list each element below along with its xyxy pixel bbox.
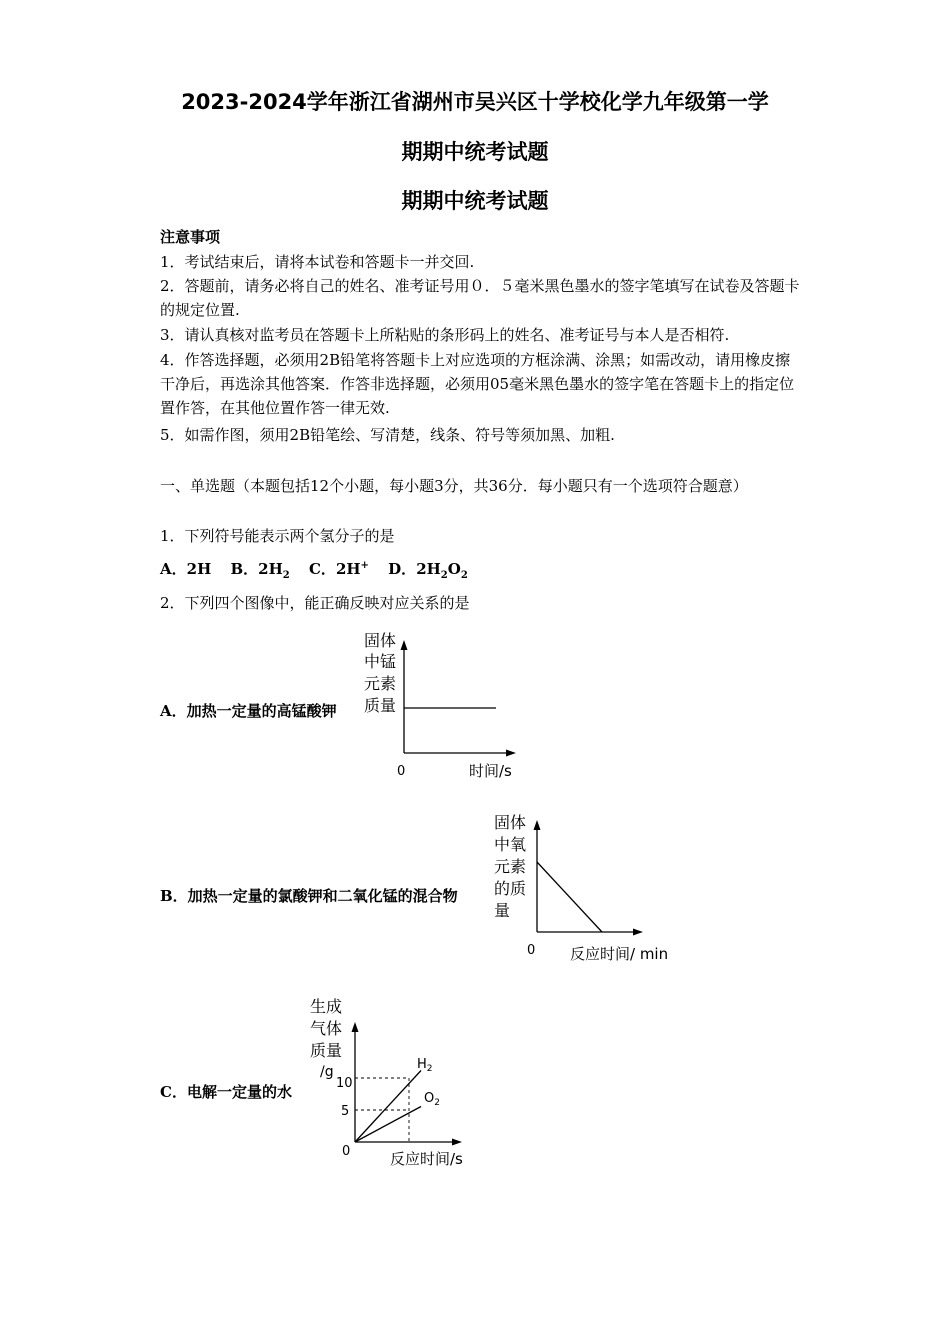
- notice-item-1: 1．考试结束后，请将本试卷和答题卡一并交回.: [160, 253, 475, 271]
- chart-a-y-arrow: [401, 640, 408, 650]
- chart-b-ylabel-3: 元素: [494, 857, 527, 876]
- page-title-line-1: 2023-2024学年浙江省湖州市吴兴区十学校化学九年级第一学: [181, 90, 769, 114]
- chart-a-x-arrow: [506, 750, 516, 757]
- chart-c-series-o2-line: [355, 1107, 421, 1143]
- chart-c-ylabel-3: 质量: [310, 1041, 343, 1060]
- chart-c-o2-label: $O_2$: [424, 1091, 440, 1108]
- chart-b-ylabel-1: 固体: [494, 813, 527, 832]
- chart-b-series-line: [537, 862, 602, 932]
- chart-c-ylabel-1: 生成: [310, 997, 343, 1016]
- chart-a: [356, 628, 536, 788]
- chart-b: [490, 808, 690, 968]
- question-2-option-b: B．加热一定量的氯酸钾和二氧化锰的混合物: [160, 887, 458, 905]
- chart-c-h2-label: $H_2$: [417, 1057, 433, 1074]
- notice-item-4: 4．作答选择题，必须用2B铅笔将答题卡上对应选项的方框涂满、涂黑；如需改动，请用橡皮擦干净后，再选涂其他答案．作答非选择题，必须用05毫米黑色墨水的签字笔在答题卡上的指定位置作答，在其他位置作答一律无效.: [160, 351, 795, 417]
- option-b: B．$2H_2$: [230, 560, 290, 581]
- chart-c-ylabel-4: /g: [320, 1064, 334, 1080]
- chart-c-y-arrow: [352, 1022, 359, 1032]
- chart-c-series-h2-line: [355, 1071, 421, 1143]
- question-2-option-c: C．电解一定量的水: [160, 1083, 292, 1101]
- question-1-stem: 1．下列符号能表示两个氢分子的是: [160, 527, 395, 545]
- page-title-line-2: 期期中统考试题: [401, 140, 549, 164]
- chart-b-ylabel-2: 中氧: [494, 835, 527, 854]
- question-2-stem: 2．下列四个图像中，能正确反映对应关系的是: [160, 594, 470, 612]
- chart-b-origin: 0: [527, 943, 536, 958]
- chart-b-x-arrow: [633, 929, 643, 936]
- notice-item-5: 5．如需作图，须用2B铅笔绘、写清楚，线条、符号等须加黑、加粗.: [160, 426, 615, 444]
- chart-c-x-arrow: [452, 1139, 462, 1146]
- chart-a-ylabel-1: 固体: [364, 631, 397, 650]
- chart-a-ylabel-3: 元素: [364, 674, 397, 693]
- question-1-options: [160, 558, 482, 581]
- chart-c-xlabel: 反应时间/s: [390, 1150, 463, 1168]
- chart-a-ylabel-2: 中锰: [364, 652, 397, 671]
- chart-c: [300, 992, 500, 1177]
- option-a: A．2H: [160, 560, 212, 578]
- section-heading: 一、单选题（本题包括12个小题，每小题3分，共36分．每小题只有一个选项符合题意）: [160, 477, 748, 495]
- chart-c-ytick-5: 5: [341, 1104, 350, 1119]
- option-d: D．$2H_2O_2$: [388, 560, 468, 581]
- chart-c-ylabel-2: 气体: [310, 1019, 343, 1038]
- chart-a-xlabel: 时间/s: [469, 762, 512, 780]
- chart-b-ylabel-5: 量: [494, 901, 511, 920]
- chart-a-origin: 0: [397, 764, 406, 779]
- chart-b-y-arrow: [534, 820, 541, 830]
- chart-b-ylabel-4: 的质: [494, 879, 527, 898]
- notice-heading: 注意事项: [160, 228, 221, 246]
- chart-a-ylabel-4: 质量: [364, 696, 397, 715]
- chart-c-ytick-10: 10: [336, 1076, 353, 1091]
- notice-item-2: 2．答题前，请务必将自己的姓名、准考证号用０．５毫米黑色墨水的签字笔填写在试卷及答题卡的规定位置.: [160, 277, 800, 319]
- page-title-line-3: 期期中统考试题: [401, 189, 549, 213]
- question-2-option-a: A．加热一定量的高锰酸钾: [160, 702, 337, 720]
- option-c: C．2H+: [308, 560, 369, 578]
- chart-b-xlabel: 反应时间/ min: [570, 945, 669, 963]
- notice-item-3: 3．请认真核对监考员在答题卡上所粘贴的条形码上的姓名、准考证号与本人是否相符.: [160, 326, 730, 344]
- chart-c-origin: 0: [342, 1144, 351, 1159]
